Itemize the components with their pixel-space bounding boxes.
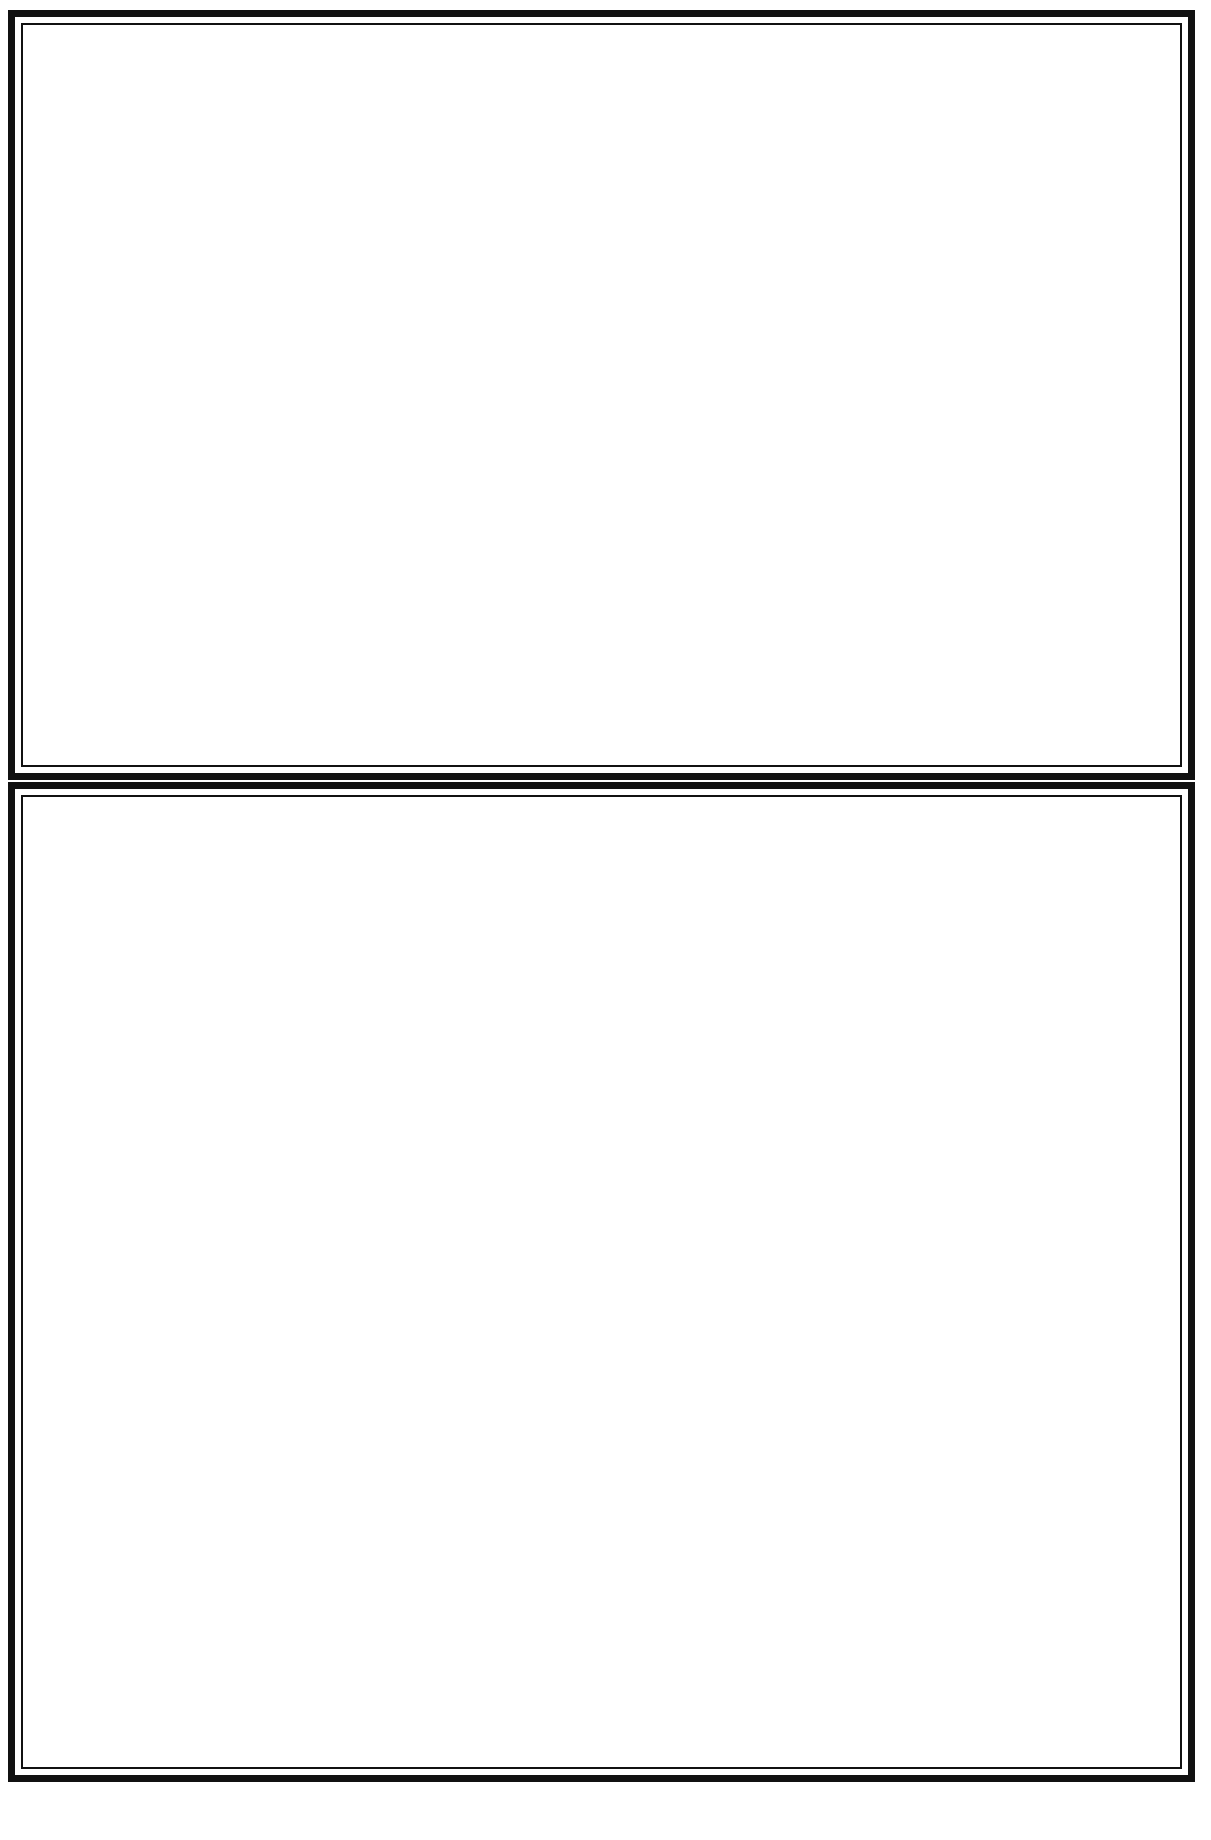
bottom-page [8, 782, 1195, 1782]
bottom-page-frame [21, 795, 1182, 1769]
bottom-columns [23, 797, 1180, 1767]
top-page [8, 10, 1195, 780]
top-columns [23, 25, 1180, 765]
top-page-frame [21, 23, 1182, 767]
